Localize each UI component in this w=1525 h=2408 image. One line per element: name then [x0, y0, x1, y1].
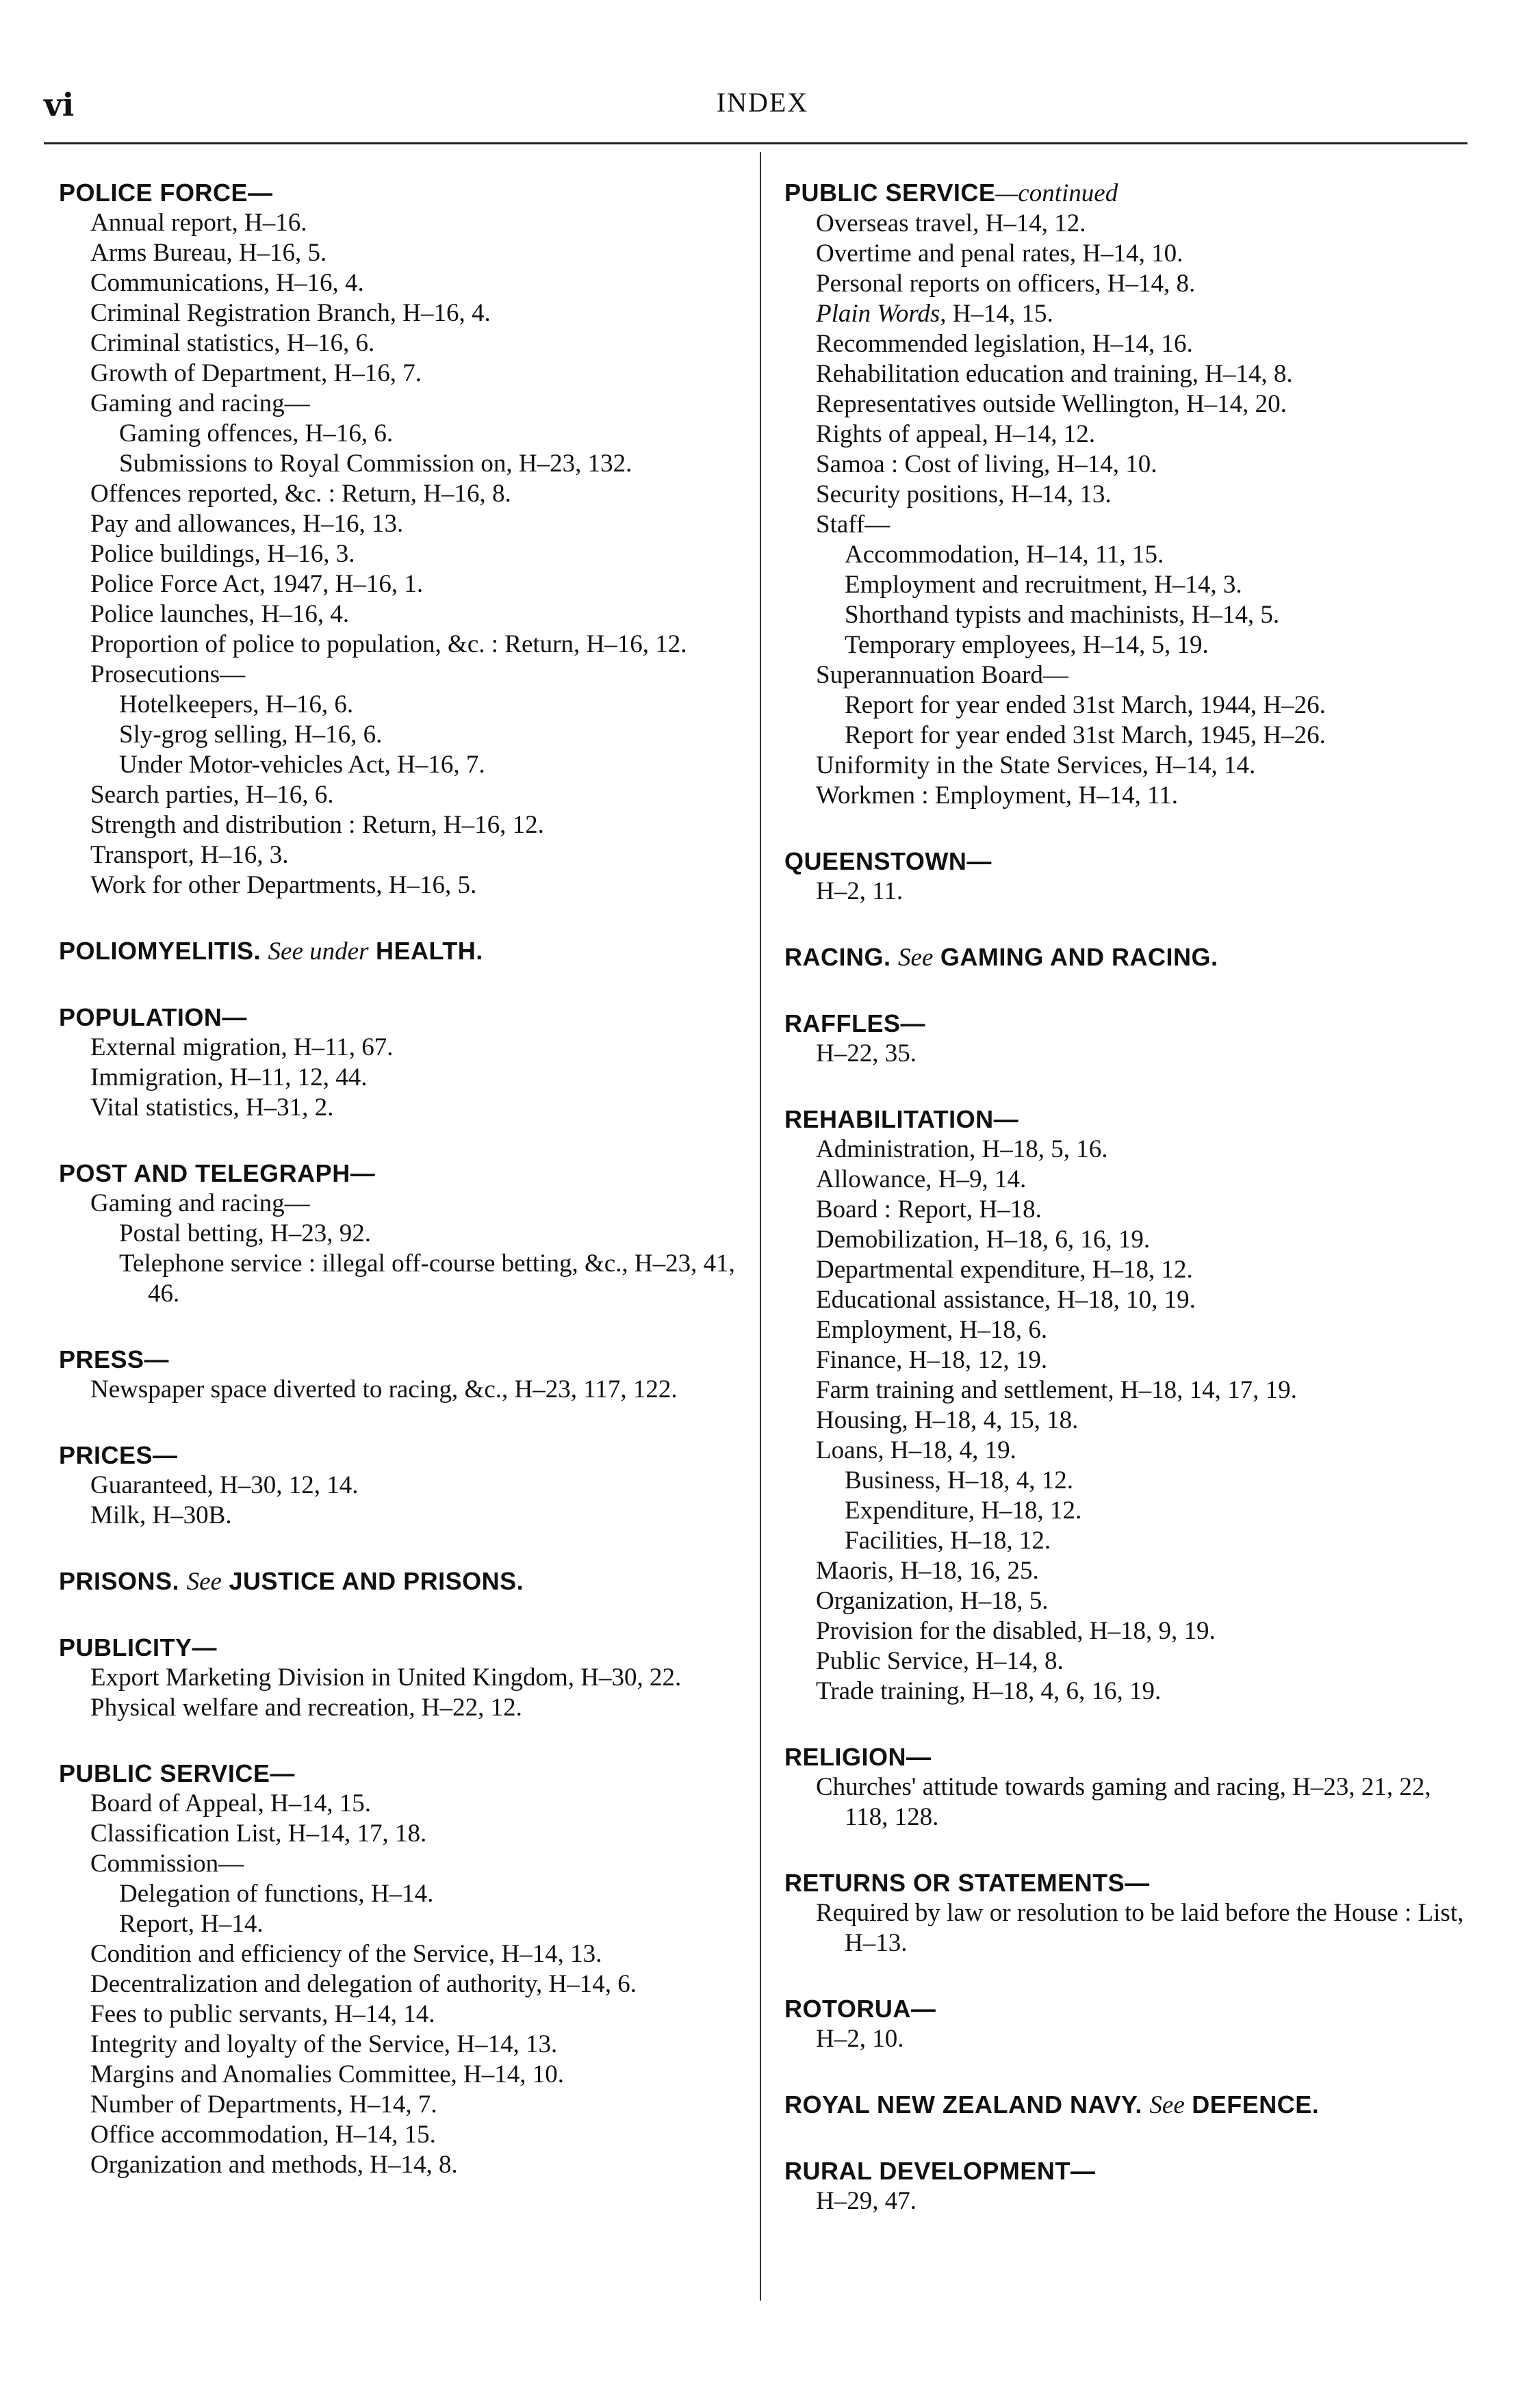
page-title: INDEX	[716, 87, 809, 118]
entry-heading: POST AND TELEGRAPH—	[59, 1159, 376, 1187]
entry-subitem: Telephone service : illegal off-course betting, &c., H–23, 41, 46.	[119, 1250, 735, 1308]
see-reference: See under	[268, 937, 369, 966]
entry-item: Decentralization and delegation of authority, H–14, 6.	[90, 1970, 637, 1998]
index-entry-public-service	[59, 1759, 743, 2180]
entry-heading-text: PRISONS.	[59, 1567, 180, 1595]
entry-item: Work for other Departments, H–16, 5.	[90, 871, 477, 899]
entry-heading: RURAL DEVELOPMENT—	[784, 2157, 1096, 2185]
entry-subitem: Expenditure, H–18, 12.	[845, 1497, 1082, 1525]
index-entry-raffles	[784, 1009, 1469, 1069]
entry-subitem: Temporary employees, H–14, 5, 19.	[845, 631, 1209, 659]
entry-item: Proportion of police to population, &c. : Return, H–16, 12.	[90, 630, 687, 658]
entry-heading-text: PUBLIC SERVICE	[784, 179, 996, 207]
entry-subitem: Submissions to Royal Commission on, H–23, 132.	[119, 450, 632, 478]
entry-heading	[784, 178, 1469, 209]
entry-item: Samoa : Cost of living, H–14, 10.	[816, 450, 1157, 478]
index-entry-rotorua	[784, 1994, 1469, 2054]
index-entry-prices	[59, 1440, 743, 1531]
see-target: GAMING AND RACING.	[940, 943, 1218, 971]
entry-item: Housing, H–18, 4, 15, 18.	[816, 1406, 1079, 1434]
entry-item: Police Force Act, 1947, H–16, 1.	[90, 570, 424, 598]
index-entry-religion	[784, 1742, 1469, 1833]
header-rule	[44, 142, 1468, 144]
entry-item: Public Service, H–14, 8.	[816, 1647, 1064, 1675]
entry-item: Recommended legislation, H–14, 16.	[816, 330, 1193, 358]
entry-item: Rehabilitation education and training, H–14, 8.	[816, 360, 1293, 388]
entry-subitem: Shorthand typists and machinists, H–14, 5.	[845, 601, 1280, 629]
entry-item: Rights of appeal, H–14, 12.	[816, 420, 1095, 448]
entry-item: Condition and efficiency of the Service, H–14, 13.	[90, 1940, 602, 1968]
entry-item: Office accommodation, H–14, 15.	[90, 2121, 436, 2149]
entry-subitem: Report for year ended 31st March, 1944, H–26.	[845, 691, 1326, 719]
index-entry-publicity	[59, 1633, 743, 1723]
entry-item: Churches' attitude towards gaming and racing, H–23, 21, 22, 118, 128.	[816, 1773, 1431, 1831]
entry-item: Pay and allowances, H–16, 13.	[90, 510, 404, 538]
entry-heading: RAFFLES—	[784, 1009, 925, 1037]
entry-item: H–2, 11.	[816, 877, 904, 905]
entry-item: Criminal Registration Branch, H–16, 4.	[90, 299, 491, 327]
entry-item: Transport, H–16, 3.	[90, 841, 289, 869]
entry-item: Search parties, H–16, 6.	[90, 781, 334, 809]
entry-item: Organization and methods, H–14, 8.	[90, 2151, 458, 2179]
entry-heading-text: RACING.	[784, 943, 891, 971]
entry-subitem: Under Motor-vehicles Act, H–16, 7.	[119, 751, 485, 779]
entry-heading: PRICES—	[59, 1441, 178, 1469]
entry-item: Police launches, H–16, 4.	[90, 600, 350, 628]
entry-heading: RELIGION—	[784, 1743, 932, 1771]
entry-item: Gaming and racing—	[90, 1189, 310, 1217]
entry-item: Police buildings, H–16, 3.	[90, 540, 355, 568]
entry-heading: POLICE FORCE—	[59, 179, 273, 207]
index-entry-racing	[784, 942, 1469, 973]
entry-heading-text: POLIOMYELITIS.	[59, 937, 261, 965]
entry-item: Administration, H–18, 5, 16.	[816, 1135, 1108, 1163]
entry-item: Integrity and loyalty of the Service, H–14, 13.	[90, 2030, 558, 2058]
entry-item: Provision for the disabled, H–18, 9, 19.	[816, 1617, 1216, 1645]
entry-subitem: Gaming offences, H–16, 6.	[119, 419, 394, 448]
entry-item: Educational assistance, H–18, 10, 19.	[816, 1286, 1196, 1314]
entry-heading-text: ROYAL NEW ZEALAND NAVY.	[784, 2090, 1142, 2119]
entry-heading: RETURNS OR STATEMENTS—	[784, 1869, 1150, 1897]
entry-subitem: Accommodation, H–14, 11, 15.	[845, 541, 1164, 569]
right-column	[784, 178, 1469, 2252]
entry-heading: PRESS—	[59, 1345, 170, 1373]
index-entry-population	[59, 1002, 743, 1123]
entry-subitem: Hotelkeepers, H–16, 6.	[119, 690, 354, 718]
entry-item: Allowance, H–9, 14.	[816, 1165, 1027, 1193]
entry-subitem: Business, H–18, 4, 12.	[845, 1466, 1074, 1494]
see-reference: See	[1149, 2091, 1185, 2119]
entry-item: Board of Appeal, H–14, 15.	[90, 1789, 372, 1817]
entry-item: Farm training and settlement, H–18, 14, 17, 19.	[816, 1376, 1297, 1404]
index-entry-returns-or-statements	[784, 1868, 1469, 1958]
entry-item-ref: , H–14, 15.	[940, 300, 1053, 328]
entry-item: Maoris, H–18, 16, 25.	[816, 1557, 1039, 1585]
index-entry-poliomyelitis	[59, 936, 743, 967]
entry-heading: PUBLIC SERVICE—	[59, 1759, 295, 1787]
entry-subitem: Facilities, H–18, 12.	[845, 1527, 1051, 1555]
entry-item: Number of Departments, H–14, 7.	[90, 2090, 437, 2119]
see-reference: See	[898, 944, 934, 972]
entry-item	[784, 299, 1469, 329]
entry-item: Vital statistics, H–31, 2.	[90, 1093, 334, 1122]
entry-item: Employment, H–18, 6.	[816, 1316, 1048, 1344]
index-entry-rural-development	[784, 2156, 1469, 2216]
entry-item: Loans, H–18, 4, 19.	[816, 1436, 1016, 1464]
entry-item: H–29, 47.	[816, 2187, 917, 2215]
index-entry-police-force	[59, 178, 743, 901]
entry-heading: ROTORUA—	[784, 1995, 936, 2023]
entry-item: H–22, 35.	[816, 1039, 917, 1067]
entry-item: Demobilization, H–18, 6, 16, 19.	[816, 1226, 1151, 1254]
entry-item: Offences reported, &c. : Return, H–16, 8.	[90, 480, 511, 508]
entry-subitem: Postal betting, H–23, 92.	[119, 1219, 371, 1247]
entry-item: Criminal statistics, H–16, 6.	[90, 329, 375, 357]
entry-item: Trade training, H–18, 4, 6, 16, 19.	[816, 1677, 1162, 1705]
entry-item: Newspaper space diverted to racing, &c., H–23, 117, 122.	[90, 1375, 678, 1403]
entry-item: Board : Report, H–18.	[816, 1195, 1042, 1224]
see-target: DEFENCE.	[1192, 2090, 1320, 2119]
index-entry-prisons	[59, 1566, 743, 1597]
entry-subitem: Report, H–14.	[119, 1910, 264, 1938]
entry-item: Arms Bureau, H–16, 5.	[90, 239, 327, 267]
index-entry-royal-nz-navy	[784, 2090, 1469, 2121]
entry-item: Strength and distribution : Return, H–16, 12.	[90, 811, 544, 839]
entry-item: Departmental expenditure, H–18, 12.	[816, 1256, 1193, 1284]
entry-item: Required by law or resolution to be laid before the House : List, H–13.	[816, 1899, 1464, 1957]
left-column	[59, 178, 743, 2216]
index-entry-queenstown	[784, 846, 1469, 907]
index-entry-public-service-continued	[784, 178, 1469, 811]
entry-item: External migration, H–11, 67.	[90, 1033, 394, 1061]
entry-heading	[59, 936, 743, 967]
entry-item: Representatives outside Wellington, H–14, 20.	[816, 390, 1287, 418]
entry-item: Superannuation Board—	[816, 661, 1068, 689]
entry-heading: REHABILITATION—	[784, 1105, 1019, 1133]
entry-heading: POPULATION—	[59, 1003, 247, 1031]
page-number: vi	[44, 86, 75, 123]
entry-heading	[784, 942, 1469, 973]
entry-heading	[784, 2090, 1469, 2121]
entry-item: Commission—	[90, 1850, 244, 1878]
entry-item: Finance, H–18, 12, 19.	[816, 1346, 1048, 1374]
entry-item: Growth of Department, H–16, 7.	[90, 359, 422, 387]
entry-heading	[59, 1566, 743, 1597]
entry-item: Physical welfare and recreation, H–22, 12.	[90, 1694, 522, 1722]
see-target: JUSTICE AND PRISONS.	[229, 1567, 524, 1595]
entry-item: Uniformity in the State Services, H–14, 14.	[816, 751, 1256, 779]
index-entry-post-and-telegraph	[59, 1158, 743, 1309]
entry-heading: PUBLICITY—	[59, 1633, 218, 1661]
entry-item: H–2, 10.	[816, 2025, 904, 2053]
entry-item: Fees to public servants, H–14, 14.	[90, 2000, 435, 2028]
see-reference: See	[186, 1568, 222, 1596]
entry-item: Security positions, H–14, 13.	[816, 480, 1112, 508]
entry-item: Personal reports on officers, H–14, 8.	[816, 270, 1196, 298]
entry-item: Immigration, H–11, 12, 44.	[90, 1063, 368, 1091]
italic-title: Plain Words	[816, 300, 940, 328]
entry-subitem: Employment and recruitment, H–14, 3.	[845, 571, 1242, 599]
continued-label: —continued	[995, 179, 1118, 207]
entry-item: Workmen : Employment, H–14, 11.	[816, 781, 1179, 810]
entry-item: Prosecutions—	[90, 660, 246, 688]
entry-heading: QUEENSTOWN—	[784, 847, 992, 875]
entry-subitem: Sly-grog selling, H–16, 6.	[119, 721, 383, 749]
entry-item: Milk, H–30B.	[90, 1501, 232, 1529]
column-divider	[760, 152, 761, 2301]
see-target: HEALTH.	[375, 937, 483, 965]
entry-item: Overtime and penal rates, H–14, 10.	[816, 239, 1183, 268]
index-entry-press	[59, 1345, 743, 1405]
entry-subitem: Delegation of functions, H–14.	[119, 1880, 434, 1908]
entry-item: Export Marketing Division in United Kingdom, H–30, 22.	[90, 1663, 682, 1692]
entry-subitem: Report for year ended 31st March, 1945, H–26.	[845, 721, 1326, 749]
index-entry-rehabilitation	[784, 1104, 1469, 1707]
entry-item: Overseas travel, H–14, 12.	[816, 209, 1086, 237]
entry-item: Annual report, H–16.	[90, 209, 307, 237]
entry-item: Guaranteed, H–30, 12, 14.	[90, 1471, 359, 1499]
entry-item: Communications, H–16, 4.	[90, 269, 364, 297]
entry-item: Gaming and racing—	[90, 389, 310, 417]
entry-item: Classification List, H–14, 17, 18.	[90, 1820, 427, 1848]
entry-item: Staff—	[816, 510, 890, 539]
entry-item: Margins and Anomalies Committee, H–14, 10.	[90, 2060, 564, 2088]
entry-item: Organization, H–18, 5.	[816, 1587, 1049, 1615]
